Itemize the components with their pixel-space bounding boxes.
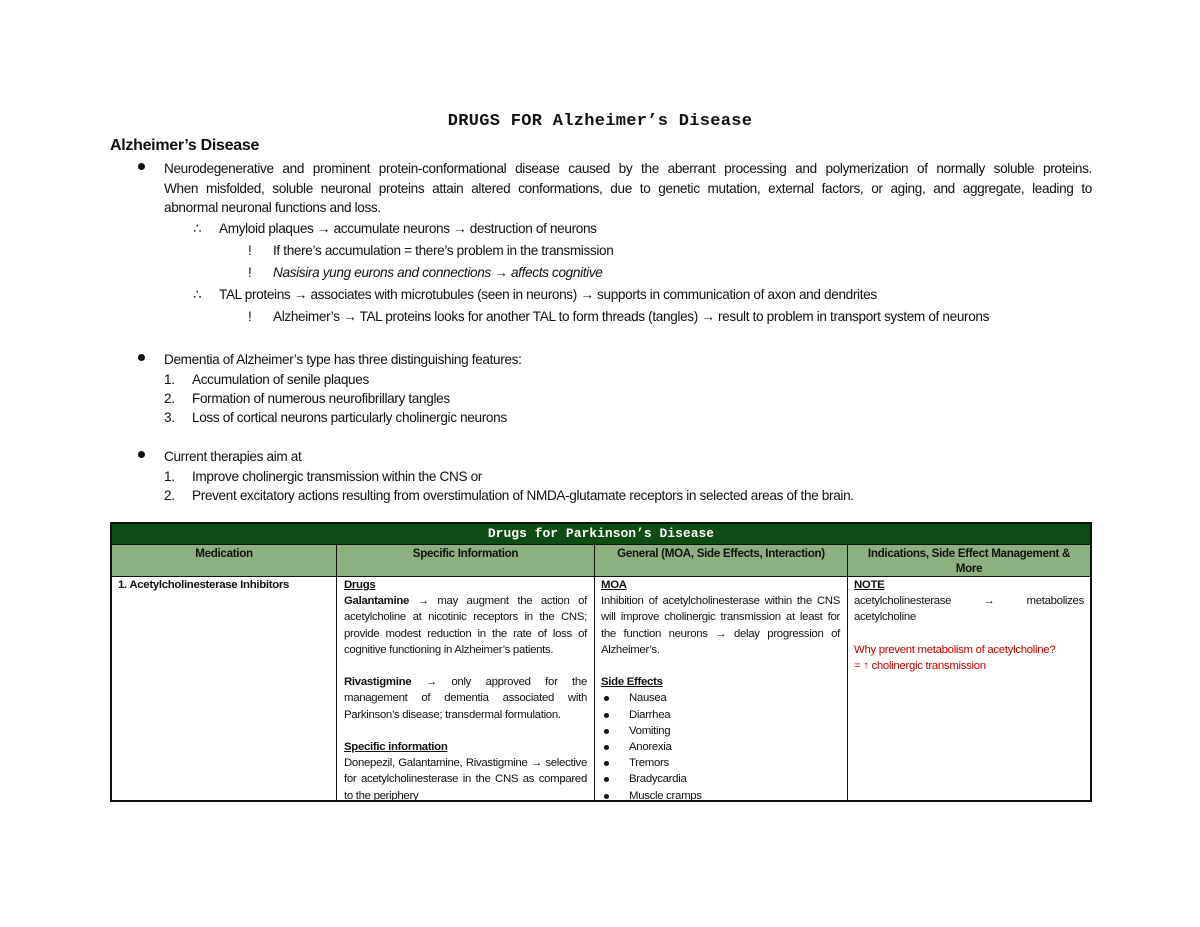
therefore-icon: ∴ <box>193 287 202 302</box>
exclamation-icon: ! <box>248 243 252 258</box>
list-item: Tremors <box>601 755 840 771</box>
specific-information-heading: Specific information <box>344 741 448 754</box>
list-item: Nausea <box>601 690 840 706</box>
medication-name: 1. Acetylcholinesterase Inhibitors <box>118 579 290 591</box>
rivastigmine-description: → only approved for the management of dementia associated with Parkinson’s disease; transdermal formulation. <box>344 676 587 721</box>
bullet-icon <box>138 163 145 170</box>
document-title: DRUGS FOR Alzheimer’s Disease <box>447 112 753 131</box>
note-heading: NOTE <box>854 579 885 591</box>
list-item: Accumulation of senile plaques <box>192 372 369 387</box>
list-item: Prevent excitatory actions resulting from overstimulation of NMDA-glutamate receptors in selected areas of the brain. <box>192 488 854 503</box>
exclamation-icon: ! <box>248 309 252 324</box>
sub-sub-point: Nasisira yung eurons and connections → affects cognitive <box>273 265 603 280</box>
specific-information-cell <box>344 577 587 804</box>
specific-information-text: Donepezil, Galantamine, Rivastigmine → selective for acetylcholinesterase in the CNS as compared to the periphery <box>344 757 587 802</box>
side-effects-heading: Side Effects <box>601 676 663 689</box>
bullet-icon <box>138 451 145 458</box>
list-item: Loss of cortical neurons particularly cholinergic neurons <box>192 410 507 425</box>
sub-sub-point: If there’s accumulation = there’s problem in the transmission <box>273 243 614 258</box>
drug-name-rivastigmine: Rivastigmine <box>344 676 412 689</box>
bullet-icon <box>604 745 609 750</box>
drug-name-galantamine: Galantamine <box>344 595 410 608</box>
list-item: Anorexia <box>601 739 840 755</box>
column-divider <box>336 545 337 802</box>
galantamine-description: → may augment the action of acetylcholine at nicotinic receptors in the CNS; provide modest reduction in the rate of loss of cognitive functioning in Alzheimer’s patients. <box>344 595 587 656</box>
bullet-icon <box>604 777 609 782</box>
bullet-icon <box>604 761 609 766</box>
column-divider <box>594 545 595 802</box>
table-title: Drugs for Parkinson’s Disease <box>112 524 1090 545</box>
note-question: Why prevent metabolism of acetylcholine? <box>854 643 1056 656</box>
bullet-text: Dementia of Alzheimer’s type has three distinguishing features: <box>164 352 522 367</box>
list-number: 1. <box>164 372 175 387</box>
moa-text: Inhibition of acetylcholinesterase within the CNS will improve cholinergic transmission at least for the function neurons → delay progression of Alzheimer’s. <box>601 595 840 656</box>
header-indications: Indications, Side Effect Management & More <box>867 547 1071 575</box>
bullet-icon <box>604 794 609 799</box>
table-header-row <box>112 545 1090 577</box>
drugs-heading: Drugs <box>344 579 376 591</box>
paragraph-line: When misfolded, soluble neuronal proteins attain altered conformations, due to genetic mutation, external factors, or aging, and aggregate, leading to <box>164 181 1092 196</box>
paragraph-line: abnormal neuronal functions and loss. <box>164 200 381 215</box>
table-row-medication <box>118 577 334 593</box>
column-divider <box>847 545 848 802</box>
exclamation-icon: ! <box>248 265 252 280</box>
sub-point: TAL proteins → associates with microtubules (seen in neurons) → supports in communication of axon and dendrites <box>219 287 877 302</box>
list-number: 2. <box>164 488 175 503</box>
list-item: Vomiting <box>601 723 840 739</box>
therefore-icon: ∴ <box>193 221 202 236</box>
header-general: General (MOA, Side Effects, Interaction) <box>617 547 825 560</box>
sub-point: Amyloid plaques → accumulate neurons → destruction of neurons <box>219 221 597 236</box>
note-text: acetylcholinesterase → metabolizes acetylcholine <box>854 595 1084 624</box>
bullet-text: Current therapies aim at <box>164 449 302 464</box>
header-specific-information: Specific Information <box>412 547 519 560</box>
list-item: Formation of numerous neurofibrillary tangles <box>192 391 450 406</box>
indications-cell <box>854 577 1084 674</box>
bullet-icon <box>604 696 609 701</box>
bullet-icon <box>604 729 609 734</box>
moa-heading: MOA <box>601 579 627 591</box>
section-heading: Alzheimer’s Disease <box>110 137 260 154</box>
sub-sub-point: Alzheimer’s → TAL proteins looks for another TAL to form threads (tangles) → result to problem in transport system of neurons <box>273 309 990 324</box>
side-effects-list <box>601 690 840 803</box>
bullet-icon <box>138 354 145 361</box>
general-cell <box>601 577 840 804</box>
list-number: 1. <box>164 469 175 484</box>
note-answer: = ↑ cholinergic transmission <box>854 660 986 673</box>
bullet-icon <box>604 713 609 718</box>
list-item: Improve cholinergic transmission within the CNS or <box>192 469 482 484</box>
list-number: 2. <box>164 391 175 406</box>
list-item: Muscle cramps <box>601 788 840 804</box>
paragraph-line: Neurodegenerative and prominent protein-conformational disease caused by the aberrant processing and polymerization of normally soluble proteins. <box>164 161 1092 176</box>
list-item: Bradycardia <box>601 771 840 787</box>
list-item: Diarrhea <box>601 707 840 723</box>
drug-table <box>110 522 1092 802</box>
header-medication: Medication <box>195 547 253 560</box>
list-number: 3. <box>164 410 175 425</box>
